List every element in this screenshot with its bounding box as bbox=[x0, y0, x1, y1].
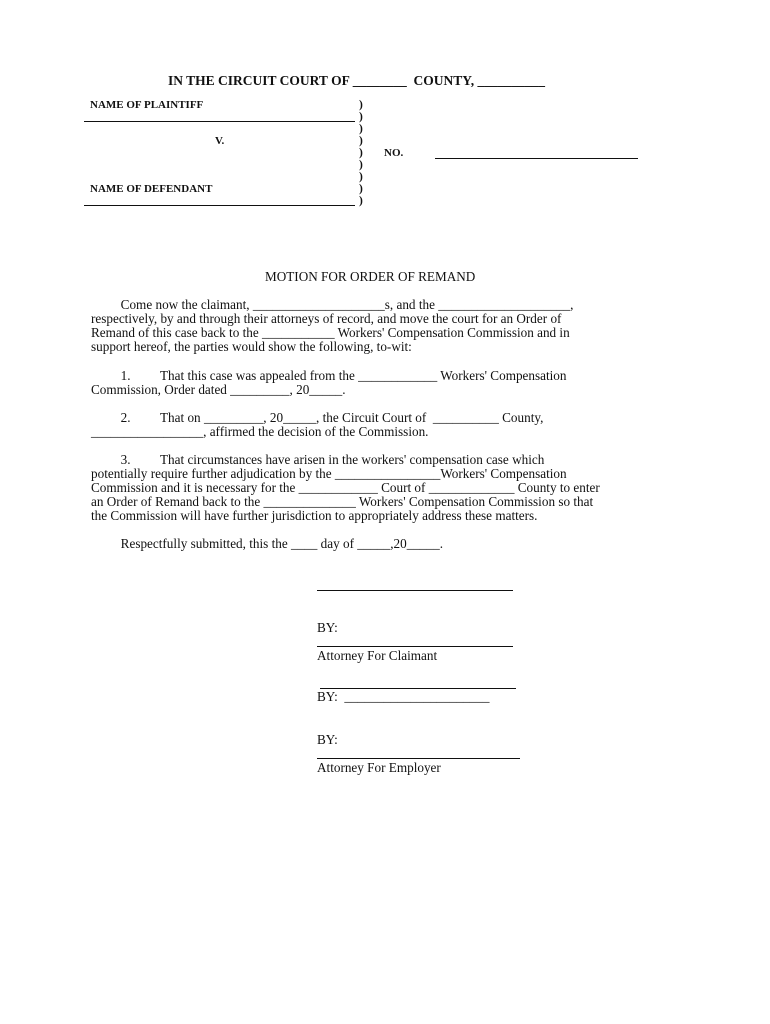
item-line: 1. That this case was appealed from the ____________ Workers' Compensation bbox=[91, 368, 567, 383]
employer-attorney-label: Attorney For Employer bbox=[317, 760, 441, 775]
intro-line: respectively, by and through their attorneys of record, and move the court for an Order of bbox=[91, 311, 562, 326]
item-line: potentially require further adjudication by the ________________Workers' Compensation bbox=[91, 466, 567, 481]
case-number-label: NO. bbox=[384, 147, 404, 159]
by-label: BY: ______________________ bbox=[317, 689, 490, 704]
item-line: _________________, affirmed the decision of the Commission. bbox=[91, 424, 429, 439]
signature-line bbox=[317, 590, 513, 591]
plaintiff-label: NAME OF PLAINTIFF bbox=[90, 99, 204, 111]
versus-label: V. bbox=[215, 135, 225, 147]
claimant-attorney-label: Attorney For Claimant bbox=[317, 648, 438, 663]
employer-signature-line bbox=[317, 758, 520, 759]
caption-parens: ) ) ) ) ) ) ) ) ) bbox=[359, 99, 363, 207]
court-heading: IN THE CIRCUIT COURT OF ________ COUNTY, __________ bbox=[168, 73, 545, 88]
closing-line: Respectfully submitted, this the ____ day of _____,20_____. bbox=[91, 536, 443, 551]
case-number-line bbox=[435, 158, 638, 159]
claimant-signature-line bbox=[317, 646, 513, 647]
defendant-line bbox=[84, 205, 355, 206]
by-label: BY: bbox=[317, 620, 338, 635]
item-line: the Commission will have further jurisdiction to appropriately address these matters. bbox=[91, 508, 538, 523]
by-label: BY: bbox=[317, 732, 338, 747]
item-line: an Order of Remand back to the ______________ Workers' Compensation Commission so that bbox=[91, 494, 594, 509]
intro-line: Remand of this case back to the ___________ Workers' Compensation Commission and in bbox=[91, 325, 570, 340]
plaintiff-line bbox=[84, 121, 355, 122]
item-line: 3. That circumstances have arisen in the workers' compensation case which bbox=[91, 452, 545, 467]
intro-line: Come now the claimant, ____________________s, and the ____________________, bbox=[91, 297, 574, 312]
document-title: MOTION FOR ORDER OF REMAND bbox=[265, 269, 476, 284]
item-line: 2. That on _________, 20_____, the Circuit Court of __________ County, bbox=[91, 410, 544, 425]
item-line: Commission and it is necessary for the ____________ Court of _____________ County to enter bbox=[91, 480, 600, 495]
item-line: Commission, Order dated _________, 20_____. bbox=[91, 382, 346, 397]
intro-line: support hereof, the parties would show the following, to-wit: bbox=[91, 339, 412, 354]
defendant-label: NAME OF DEFENDANT bbox=[90, 183, 213, 195]
